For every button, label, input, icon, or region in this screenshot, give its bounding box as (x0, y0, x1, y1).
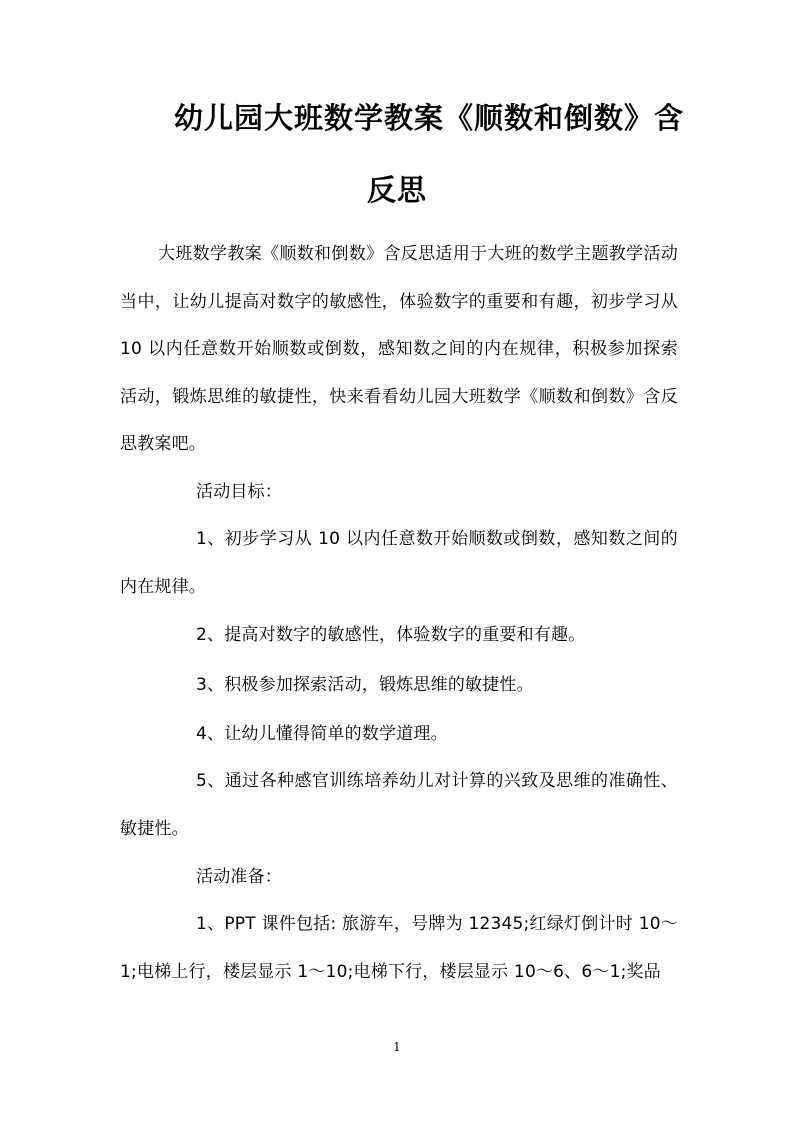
document-title-line-1: 幼儿园大班数学教案《顺数和倒数》含 (173, 101, 684, 135)
prep-heading: 活动准备： (196, 867, 282, 887)
goal-item-2: 2、提高对数字的敏感性，体验数字的重要和有趣。 (196, 625, 586, 645)
prep-item-1: 1、PPT 课件包括: 旅游车，号牌为 12345;红绿灯倒计时 10～1;电梯上行，楼层显示 1～10;电梯下行，楼层显示 10～6、6～1;奖品 (120, 914, 678, 982)
goal-item-1: 1、初步学习从 10 以内任意数开始顺数或倒数，感知数之间的内在规律。 (120, 529, 678, 597)
document-title-line-2: 反思 (366, 173, 427, 207)
goal-item-4: 4、让幼儿懂得简单的数学道理。 (196, 724, 448, 744)
goals-heading: 活动目标： (196, 482, 282, 502)
goal-item-5: 5、通过各种感官训练培养幼儿对计算的兴致及思维的准确性、敏捷性。 (120, 771, 678, 839)
goal-item-3: 3、积极参加探索活动，锻炼思维的敏捷性。 (196, 675, 534, 695)
page-number: 1 (393, 1040, 401, 1054)
intro-paragraph: 大班数学教案《顺数和倒数》含反思适用于大班的数学主题教学活动当中，让幼儿提高对数字的敏感性，体验数字的重要和有趣，初步学习从 10 以内任意数开始顺数或倒数，感知数之间的内在规律，积极参加探索活动，锻炼思维的敏捷性，快来看看幼儿园大班数学《顺数和倒数》含反思教案吧。 (120, 244, 678, 454)
